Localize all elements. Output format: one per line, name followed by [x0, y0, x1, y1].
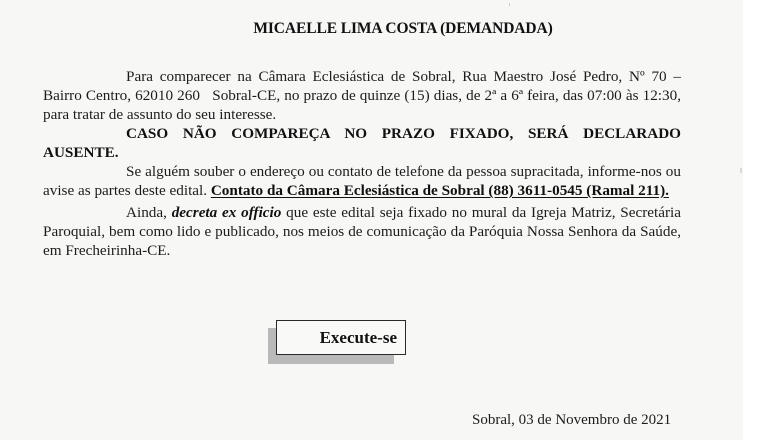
place-and-date: Sobral, 03 de Novembro de 2021 — [472, 412, 672, 428]
stamp-label: Execute-se — [319, 327, 397, 347]
stamp-box — [276, 320, 406, 355]
contact-info: Contato da Câmara Eclesiástica de Sobral (88) 3611-0545 (Ramal 211). — [210, 182, 669, 199]
paragraph-summons: Para comparecer na Câmara Eclesiástica de Sobral, Rua Maestro José Pedro, Nº 70 – Bairro Centro, 62010 260 Sobral-CE, no prazo de quinze (15) dias, de 2ª a 6ª feira, das 07:00 às 12:30, para tratar de assunto do seu interesse. — [43, 68, 681, 123]
paragraph-decree — [43, 203, 681, 260]
execute-stamp — [268, 320, 404, 364]
decree-start: Ainda, — [126, 204, 172, 221]
decree-emphasis: decreta ex officio — [171, 204, 282, 221]
contact-request-text: Se alguém souber o endereço ou contato de telefone da pessoa supracitada, informe-nos ou avise as partes deste edital. — [43, 163, 681, 199]
paragraph-contact — [43, 162, 681, 200]
scan-speck — [740, 168, 742, 173]
scan-speck — [509, 3, 510, 6]
decree-rest: que este edital seja fixado no mural da Igreja Matriz, Secretária Paroquial, bem como lido e publicado, nos meios de comunicação da Paróquia Nossa Senhora da Saúde, em Frecheirinha-CE. — [43, 204, 681, 259]
document-body — [43, 67, 681, 260]
document-title: MICAELLE LIMA COSTA (DEMANDADA) — [253, 20, 553, 37]
paragraph-warning: CASO NÃO COMPAREÇA NO PRAZO FIXADO, SERÁ DECLARADO AUSENTE. — [43, 125, 681, 161]
